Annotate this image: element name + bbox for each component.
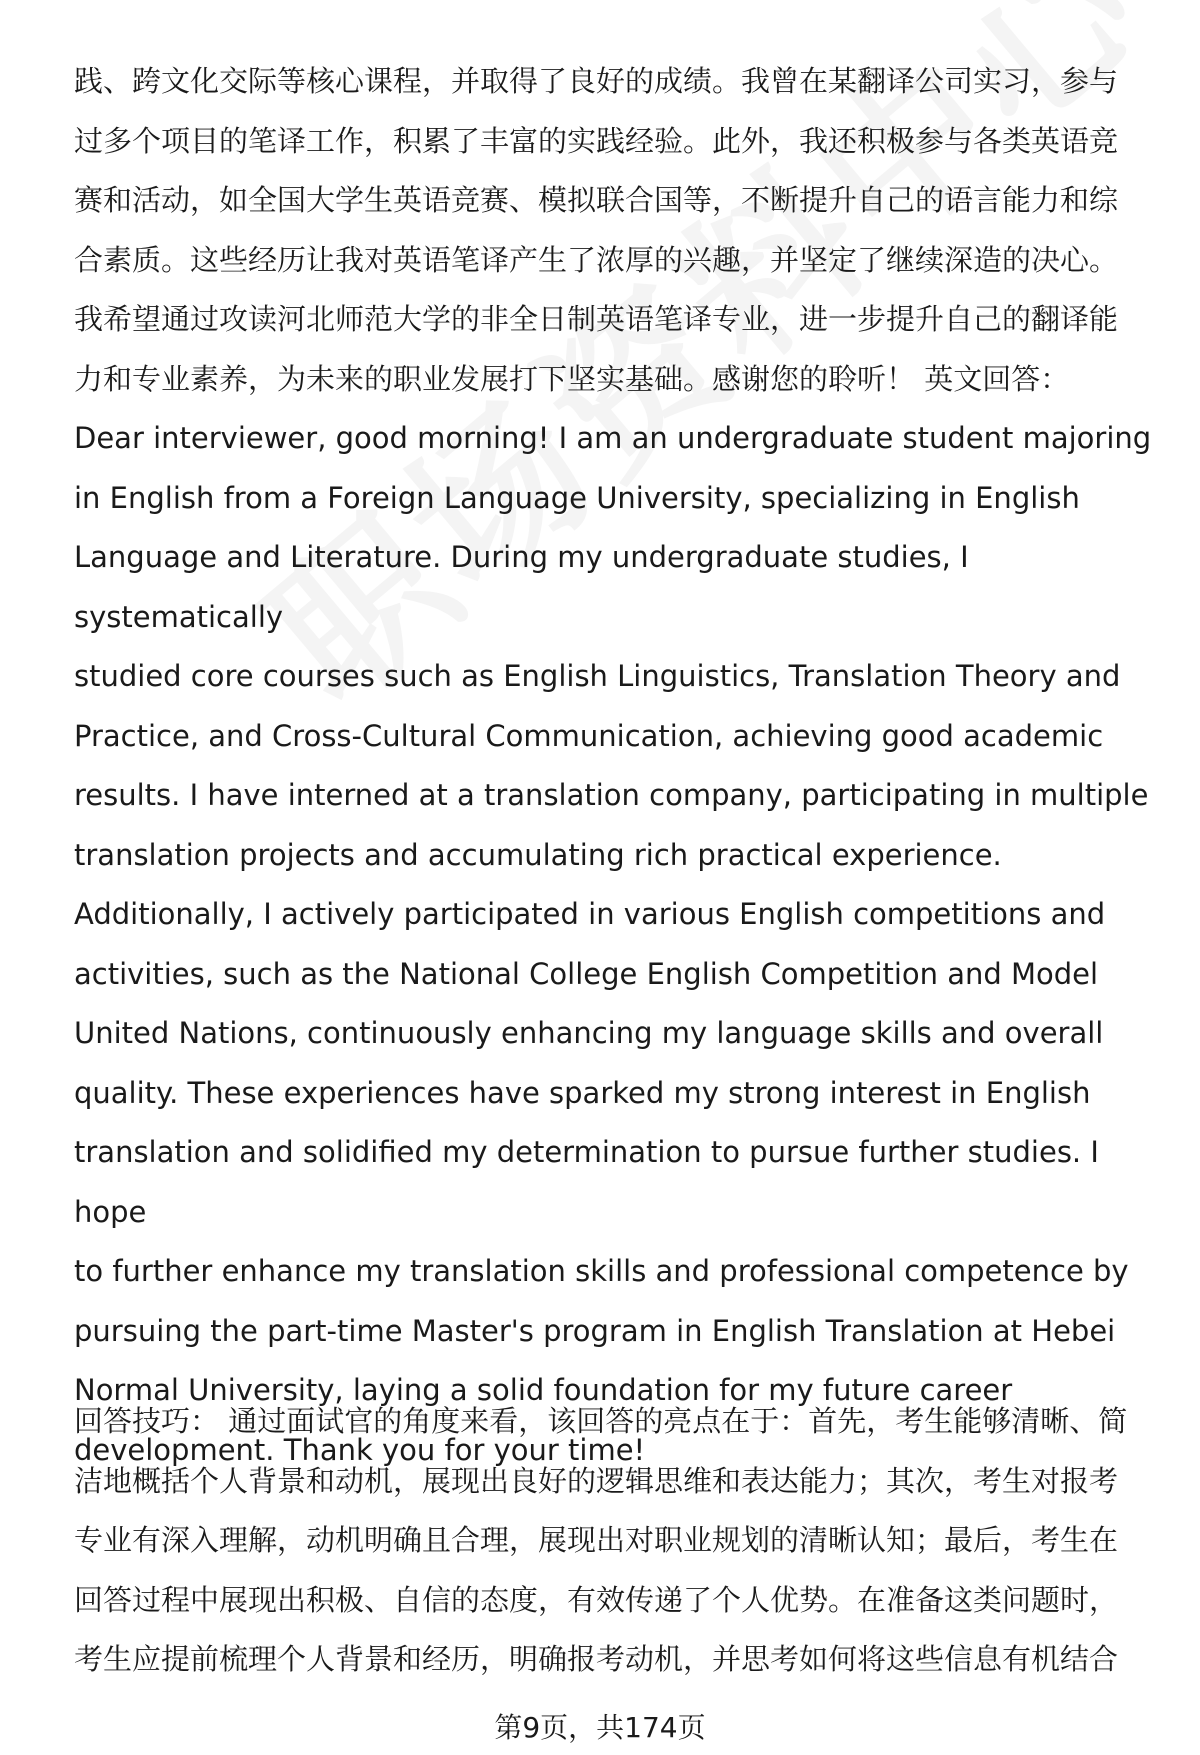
page-number: 第9页，共174页 bbox=[494, 1711, 706, 1744]
answer-tips-paragraph: 回答技巧： 通过面试官的角度来看，该回答的亮点在于：首先，考生能够清晰、简 洁地概括个人背景和动机，展现出良好的逻辑思维和表达能力；其次，考生对报考 专业有深入理解，动机明确且合理，展现出对职业规划的清晰认知；最后，考生在 回答过程中展现出积极、自信的态度，有效传递了个人优势。在准备这类问题时， 考生应提前梳理个人背景和经历，明确报考动机，并思考如何将这些信息有机结合 bbox=[74, 1404, 1128, 1676]
answer-paragraph: 践、跨文化交际等核心课程，并取得了良好的成绩。我曾在某翻译公司实习，参与 过多个项目的笔译工作，积累了丰富的实践经验。此外，我还积极参与各类英语竞 赛和活动，如全国大学生英语竞赛、模拟联合国等，不断提升自己的语言能力和综 合素质。这些经历让我对英语笔译产生了浓厚的兴趣，并坚定了继续深造的决心。 我希望通过攻读河北师范大学的非全日制英语笔译专业，进一步提升自己的翻译能 力和专业素养，为未来的职业发展打下坚实基础。感谢您的聆听！ 英文回答： Dear interviewer, good morning! I am an undergraduate student majoring in English from a Foreign Language University, specializing in English Language and Literature. During my undergraduate studies, I systematically studied core courses such as English Linguistics, Translation Theory and Practice, and Cross-Cultural Communication, achieving good academic results. I have interned at a translation company, participating in multiple translation projects and accumulating rich practical experience. Additionally, I actively participated in various English competitions and activities, such as the National College English Competition and Model United Nations, continuously enhancing my language skills and overall quality. These experiences have sparked my strong interest in English translation and solidified my determination to pursue further studies. I hope to further enhance my translation skills and professional competence by pursuing the part-time Master's program in English Translation at Hebei Normal University, laying a solid foundation for my future career development. Thank you for your time! bbox=[74, 64, 1152, 1467]
